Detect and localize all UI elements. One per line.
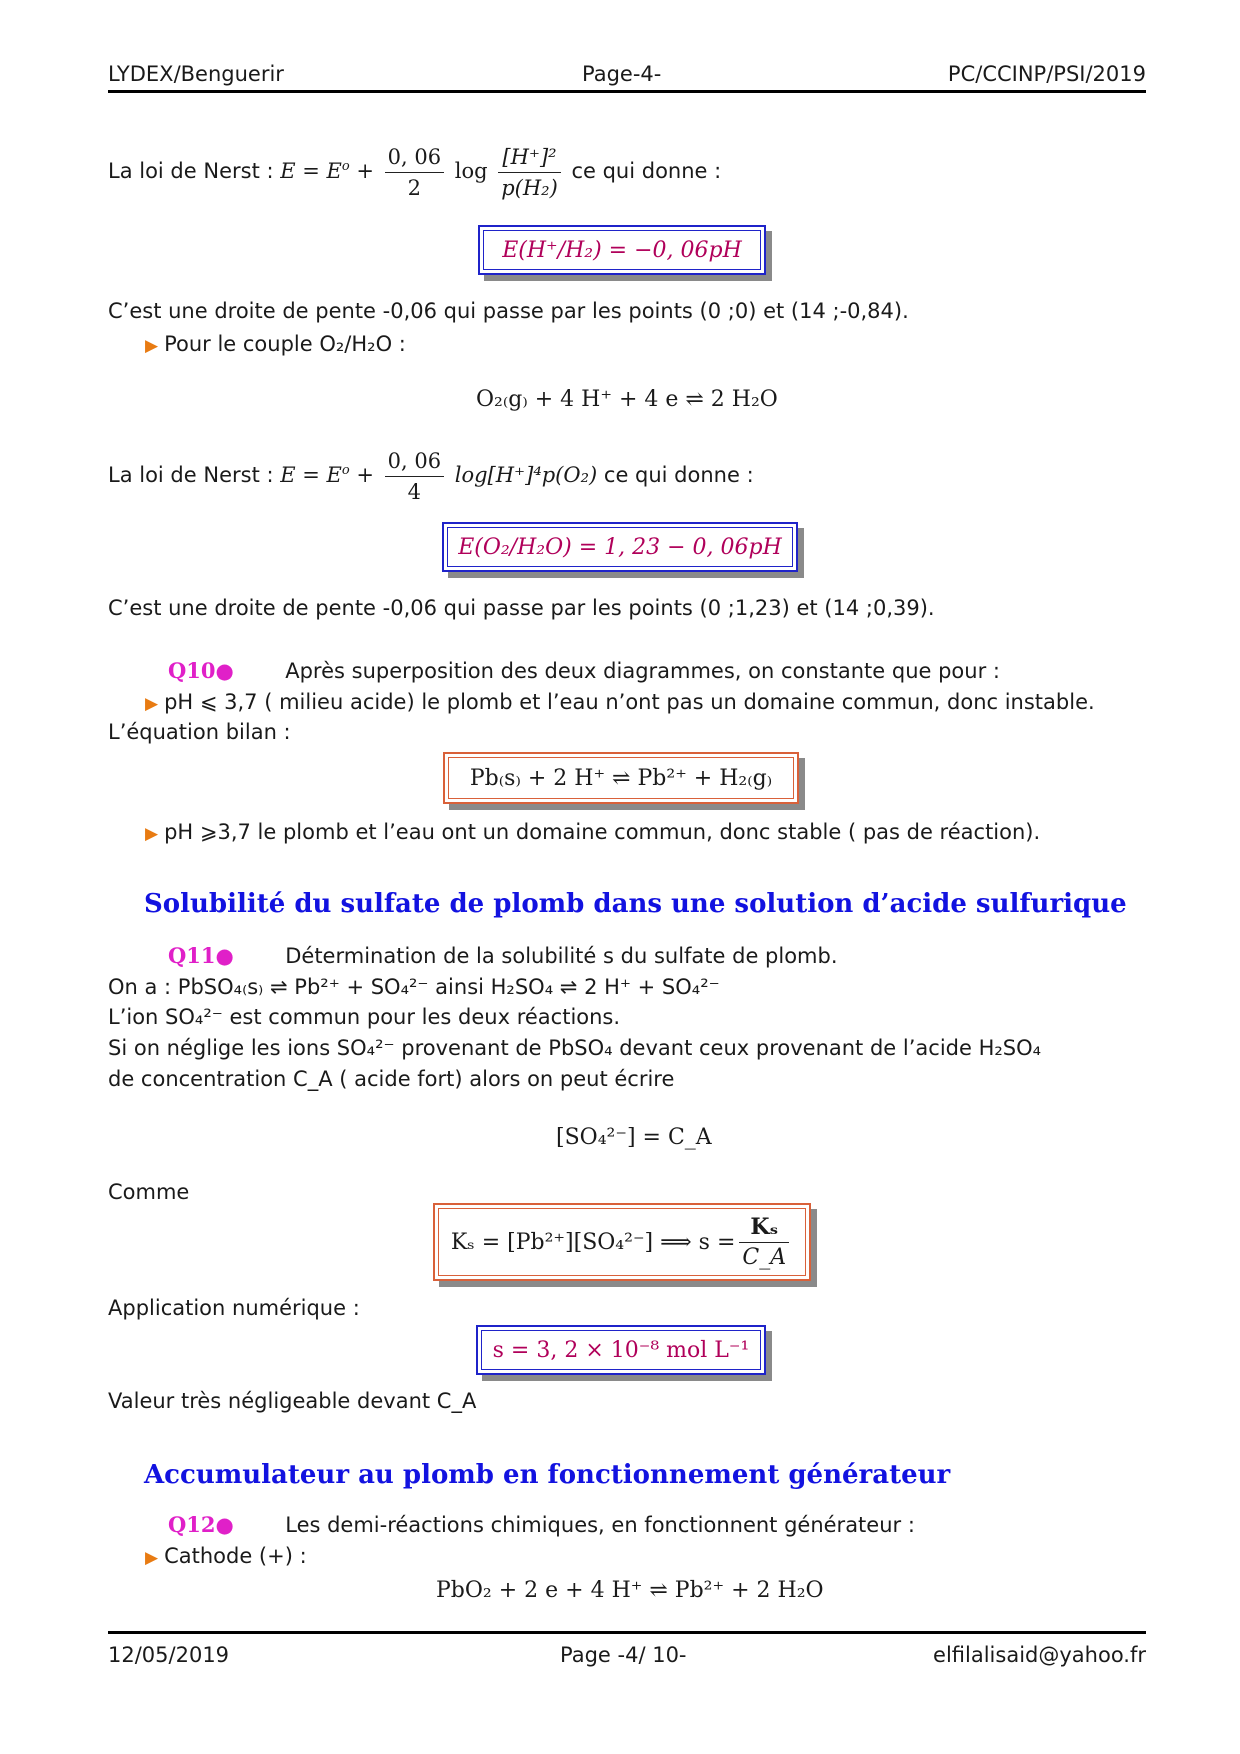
ks-num: Kₛ <box>739 1212 789 1243</box>
footer-rule <box>108 1631 1146 1634</box>
q10-dot-icon: ● <box>215 659 234 683</box>
q11-label: Q11 <box>168 943 216 968</box>
nernst-e: E = E <box>280 159 342 183</box>
result-box-s <box>476 1325 766 1375</box>
q10-line <box>168 658 1000 683</box>
reaction-box-pb <box>443 752 799 804</box>
q11-line3: Si on néglige les ions SO₄²⁻ provenant de PbSO₄ devant ceux provenant de l’acide H₂SO₄ <box>108 1036 1042 1060</box>
footer-right: elfilalisaid@yahoo.fr <box>933 1643 1146 1667</box>
result-box-o2 <box>442 522 798 572</box>
nernst-conc-num: [H⁺]² <box>498 142 561 173</box>
header-right: PC/CCINP/PSI/2019 <box>947 62 1146 86</box>
q11-app: Application numérique : <box>108 1296 360 1320</box>
q10-bullet2-text: pH ⩾3,7 le plomb et l’eau ont un domaine commun, donc stable ( pas de réaction). <box>164 820 1041 844</box>
q11-line2: L’ion SO₄²⁻ est commun pour les deux réactions. <box>108 1005 621 1029</box>
line-h2-text: C’est une droite de pente -0,06 qui passe par les points (0 ;0) et (14 ;-0,84). <box>108 299 909 323</box>
q11-dot-icon: ● <box>215 944 234 968</box>
q10-label: Q10 <box>168 658 216 683</box>
q10-bullet2-line <box>145 820 1040 844</box>
footer-left: 12/05/2019 <box>108 1643 230 1667</box>
q12-label: Q12 <box>168 1512 216 1537</box>
nernst2-coef-num: 0, 06 <box>385 446 444 477</box>
triangle-bullet-icon: ▶ <box>145 694 159 714</box>
nernst-o2-line <box>108 436 754 510</box>
result-o2-text: E(O₂/H₂O) = 1, 23 − 0, 06pH <box>447 527 793 567</box>
q10-bullet1-line <box>145 690 1095 714</box>
nernst-conc-den: p(H₂) <box>501 175 558 200</box>
footer-center: Page -4/ 10- <box>560 1643 687 1667</box>
q11-line4: de concentration C_A ( acide fort) alors on peut écrire <box>108 1067 675 1091</box>
nernst-h2-line <box>108 132 721 206</box>
nernst-sup: o <box>341 159 350 174</box>
couple-o2-text: Pour le couple O₂/H₂O : <box>164 332 406 356</box>
nernst2-sup: o <box>341 463 350 478</box>
reaction-pb-text: Pb₍s₎ + 2 H⁺ ⇌ Pb²⁺ + H₂₍g₎ <box>448 757 794 799</box>
nernst2-e: E = E <box>280 463 342 487</box>
q11-line <box>168 943 838 968</box>
nernst-log: log <box>448 159 495 183</box>
ks-fraction <box>739 1212 789 1273</box>
q12-cathode-text: Cathode (+) : <box>164 1544 307 1568</box>
nernst2-plus: + <box>349 463 381 487</box>
header-rule <box>108 90 1146 93</box>
ks-box <box>433 1203 811 1281</box>
section-title-solubilite: Solubilité du sulfate de plomb dans une solution d’acide sulfurique <box>144 889 1127 919</box>
q11-valeur: Valeur très négligeable devant C_A <box>108 1389 477 1413</box>
triangle-bullet-icon: ▶ <box>145 1548 159 1568</box>
nernst-prefix: La loi de Nerst : <box>108 159 281 183</box>
header-center: Page-4- <box>582 62 662 86</box>
q12-text: Les demi-réactions chimiques, en fonctionnent générateur : <box>285 1513 915 1537</box>
nernst-coef-fraction <box>385 142 444 203</box>
result-s-text: s = 3, 2 × 10⁻⁸ mol L⁻¹ <box>481 1330 761 1370</box>
ks-left: Kₛ = [Pb²⁺][SO₄²⁻] ⟹ s = <box>450 1229 736 1255</box>
equation-o2: O₂₍g₎ + 4 H⁺ + 4 e ⇌ 2 H₂O <box>476 387 778 412</box>
nernst2-log: log[H⁺]⁴p(O₂) <box>448 463 598 487</box>
ks-den: C_A <box>742 1244 787 1270</box>
nernst2-coef-den: 4 <box>407 479 422 504</box>
nernst2-prefix: La loi de Nerst : <box>108 463 281 487</box>
ks-box-inner <box>438 1208 806 1276</box>
couple-o2-line <box>145 332 406 356</box>
nernst2-coef-fraction <box>385 446 444 507</box>
q10-bilan: L’équation bilan : <box>108 720 291 744</box>
section-title-accumulateur: Accumulateur au plomb en fonctionnement générateur <box>144 1460 951 1490</box>
result-h2-text: E(H⁺/H₂) = −0, 06pH <box>483 230 761 270</box>
nernst-plus: + <box>349 159 381 183</box>
result-box-h2 <box>478 225 766 275</box>
q12-line <box>168 1512 915 1537</box>
nernst-conc-fraction <box>498 142 561 203</box>
nernst-suffix: ce qui donne : <box>564 159 722 183</box>
nernst-coef-num: 0, 06 <box>385 142 444 173</box>
q12-dot-icon: ● <box>215 1513 234 1537</box>
nernst2-suffix: ce qui donne : <box>597 463 754 487</box>
q11-comme: Comme <box>108 1180 190 1204</box>
q10-bullet1-text: pH ⩽ 3,7 ( milieu acide) le plomb et l’eau n’ont pas un domaine commun, donc instable. <box>164 690 1095 714</box>
q11-text: Détermination de la solubilité s du sulfate de plomb. <box>285 944 838 968</box>
q12-cathode-line <box>145 1544 307 1568</box>
equation-cathode: PbO₂ + 2 e + 4 H⁺ ⇌ Pb²⁺ + 2 H₂O <box>436 1578 824 1603</box>
line-o2-text: C’est une droite de pente -0,06 qui passe par les points (0 ;1,23) et (14 ;0,39). <box>108 596 935 620</box>
nernst-coef-den: 2 <box>407 175 422 200</box>
triangle-bullet-icon: ▶ <box>145 824 159 844</box>
header-left: LYDEX/Benguerir <box>108 62 284 86</box>
q11-line1: On a : PbSO₄₍s₎ ⇌ Pb²⁺ + SO₄²⁻ ainsi H₂SO₄ ⇌ 2 H⁺ + SO₄²⁻ <box>108 975 720 999</box>
q10-text: Après superposition des deux diagrammes, on constante que pour : <box>285 659 1000 683</box>
triangle-bullet-icon: ▶ <box>145 336 159 356</box>
equation-sulfate-conc: [SO₄²⁻] = C_A <box>556 1125 712 1150</box>
